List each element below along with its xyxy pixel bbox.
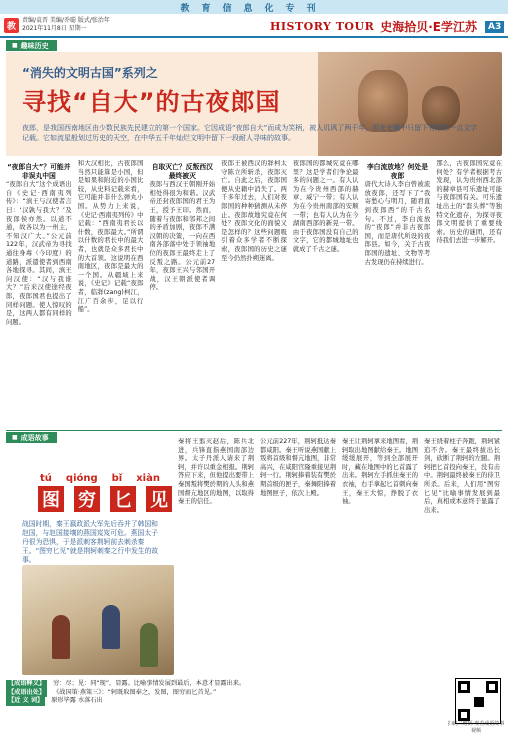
article-column (149, 160, 215, 425)
article-column (365, 160, 431, 425)
note-value: 穷：尽；见：同“现”，显露。比喻事情发展到最后，本意才显露出来。 (53, 680, 246, 687)
idiom-char: 匕 (110, 486, 136, 512)
idiom-pinyin-row (40, 473, 160, 484)
section-header (270, 18, 504, 35)
article-column (293, 160, 359, 425)
qr-code[interactable] (455, 678, 501, 724)
note-label: 【成语出处】 (8, 688, 46, 696)
note-value: 《战国策·燕策三》：“轲既取图奉之，发图，图穷而匕首见。” (53, 688, 217, 696)
note-value: 原形毕露 水落石出 (51, 697, 103, 704)
figure-guard (140, 623, 158, 667)
idiom-columns (178, 438, 500, 678)
idiom-column: 秦将王翦灭赵后，陈兵北进，兵锋直指燕国南部边界。太子丹派人请来了荆轲，并许以重金相报。荆轲答应下来，但他提出要带上秦国叛将樊於期的人头和燕国督亢地区的地图，以取得秦王的信任。 (178, 438, 254, 506)
idiom-notes (6, 680, 446, 706)
idiom-tag: ■ 成语故事 (6, 432, 57, 443)
column-text: “夜郎自大”这个成语出自《史记·西南夷列传》：“滇王与汉使者言曰：‘汉孰与我大？’及夜郎侯亦然。以道不通，故各以为一州主，不知汉广大。”公元前122年，汉武帝为寻找通往身毒（今印度）的道路，派遣使者到西南各地探寻。其间，滇王问汉使：“汉与我谁大？”后来汉使途经夜郎，夜郎国君也提出了同样问题。使人惊叹的是，这两人都有同样的问题。 (6, 181, 72, 326)
idiom-intro: 战国时期，秦王嬴政派大军先后吞并了韩国和赵国，与赵国接壤的燕国岌岌可危。燕国太子丹很为恐惧，于是派刺客荆轲前去刺杀秦王。“图穷匕见”就是荆轲刺秦之行中发生的故事。 (22, 520, 159, 564)
header-rule (0, 36, 508, 38)
column-text: 和大汉相比，古夜郎国当然只能算是小国，但是如果和附近的小国比较，从史料记载来看，它可能并非什么弹丸小国。从势力上来说，《史记·西南夷列传》中记载：“西南夷君长以什数，夜郎最大。”所谓以什数的君长中的最大者，也就是众多君长中的大首领。这说明在西南地区，夜郎是最大的一个国。从疆域上来说，《史记》记载“夜郎者，临牂(zang)柯江，江广百余步，足以行船”。 (77, 160, 144, 314)
qr-caption: 扫码二维码 观看成语故事视频 (447, 721, 505, 734)
pinyin: qióng (65, 473, 98, 484)
feature-columns (6, 160, 502, 425)
feature-title: 寻找“自大”的古夜郎国 (22, 88, 281, 116)
column-text: 夜郎与西汉王朝刚开始相处得很为和谐。汉武帝还封夜郎国的君王为王，授予王印。然而，随着与夜郎和邻邦之间的矛盾加剧，夜郎不满汉朝的决策，一向在西南各部落中处于领袖地位的夜郎王最终走上了反叛之路。公元前27年，夜郎王兴与邻国开战，汉王朝派使者调停。 (149, 181, 216, 292)
feature-tag: ■ 趣味历史 (6, 40, 57, 51)
idiom-char: 图 (38, 486, 64, 512)
edu-logo-icon: 教 (4, 18, 19, 33)
date-line: 2021年11月8日 星期一 (22, 25, 87, 32)
idiom-char: 穷 (74, 486, 100, 512)
column-subhead: 李白流放地？何处是夜郎 (366, 163, 429, 180)
note-row (6, 689, 446, 698)
idiom-column: 公元前227年，荆轲抵达秦都咸阳。秦王听说燕国献上叛将首级和督亢地图，非常高兴，在咸阳宫隆重接见荆轲一行。荆轲捧着装有樊於期首级的匣子，秦舞阳捧着地图匣子，依次上殿。 (260, 438, 336, 497)
idiom-char: 见 (146, 486, 172, 512)
idiom-column: 秦王让荆轲拿来地图看，荆轲取出地图献给秦王。地图缓缓展开，等到全部展开时，藏在地图中的匕首露了出来。荆轲左手抓住秦王的衣袖，右手拿起匕首刺向秦王，秦王大惊，挣脱了衣袖。 (342, 438, 418, 506)
pinyin: bǐ (111, 473, 123, 484)
column-text: 夜郎王被西汉的牂柯太守陈立所斩杀，夜郎灭亡。自此之后，夜郎国便从史籍中消失了。两千多年过去，人们对夜郎国的种种猜测从未停止。夜郎故地究竟在何处？夜郎文化的面貌又是怎样的？这些问题吸引着众多学者不断探索，夜郎国的历史之谜至今仍然扑朔迷离。 (221, 160, 287, 262)
feature-lede: 夜郎，是我国西南地区由少数民族先民建立的第一个国家。它因成语“夜郎自大”而成为笑柄，被人讥讽了两千年，但在史籍中只留下有限的一点文字记载。它如流星般划过历史的天空，在中华五千年灿烂文明中留下一段耐人寻味的故事。 (22, 124, 478, 142)
figure-jingke (52, 615, 70, 659)
story-illustration (22, 565, 174, 675)
idiom-column: 秦王绕着柱子奔跑，荆轲紧追不舍。秦王最终拔出长剑，砍断了荆轲的左腿。荆轲把匕首投向秦王，没有击中。荆轲最终被秦王的侍卫所杀。后来，人们用“图穷匕见”比喻事情发展到最后，真相或本意终于显露了出来。 (424, 438, 500, 514)
article-column (6, 160, 72, 425)
note-row (6, 680, 446, 689)
column-text: 那么，古夜郎国究竟在何处？有学者根据考古发现，认为贵州西北部的赫章县可乐遗址可能与夜郎国有关。可乐遗址出土的“套头葬”等独特文化遗存，为探寻夜郎文明提供了重要线索。历史的谜团，还有待我们去进一步解开。 (436, 160, 503, 245)
column-subhead: “夜郎自大”？可能并非误丸中国 (7, 163, 71, 180)
feature-hero (6, 52, 502, 156)
article-column (436, 160, 502, 425)
pinyin: tú (40, 473, 52, 484)
column-subhead: 自取灭亡？反叛西汉最终被灭 (151, 163, 213, 180)
top-slogan-bar (0, 0, 508, 14)
column-text: 夜郎国的都城究竟在哪里？这是学者们争论最多的问题之一。有人认为在今贵州西部的赫章、威宁一带；有人认为在今贵州南部的安顺一带；也有人认为在今湖南西部的新晃一带。由于夜郎国没有自己的文字，它的都城地址也就成了千古之谜。 (292, 160, 359, 253)
section-title-en: HISTORY TOUR (270, 20, 375, 33)
page-number: A3 (485, 21, 504, 33)
column-text: 唐代大诗人李白曾被流放夜郎，还写下了“我寄愁心与明月，随君直到夜郎西”的千古名句。不过，李白流放的“夜郎”并非古夜郎国，而是唐代所设的夜郎县。如今，关于古夜郎国的遗址、文物等考古发现仍在持续进行。 (364, 181, 431, 266)
feature-kicker: “消失的文明古国”系列之 (22, 66, 158, 80)
editor-line: 责编/袁晋 美编/乔聪 版式/张治年 (22, 17, 110, 24)
idiom-title (38, 486, 172, 512)
note-label: 【成语释义】 (8, 680, 46, 687)
figure-king (102, 605, 120, 649)
section-title-cn: 史海拾贝·E学江苏 (380, 20, 478, 34)
article-column (78, 160, 144, 425)
top-slogan: 教育信息化专刊 (180, 3, 328, 14)
masthead-meta (22, 17, 222, 33)
note-label: 【近 义 词】 (8, 697, 44, 704)
note-row (6, 697, 446, 706)
article-column (221, 160, 287, 425)
pottery-jar (358, 70, 408, 132)
pinyin: xiàn (136, 473, 160, 484)
section-divider (6, 430, 502, 431)
